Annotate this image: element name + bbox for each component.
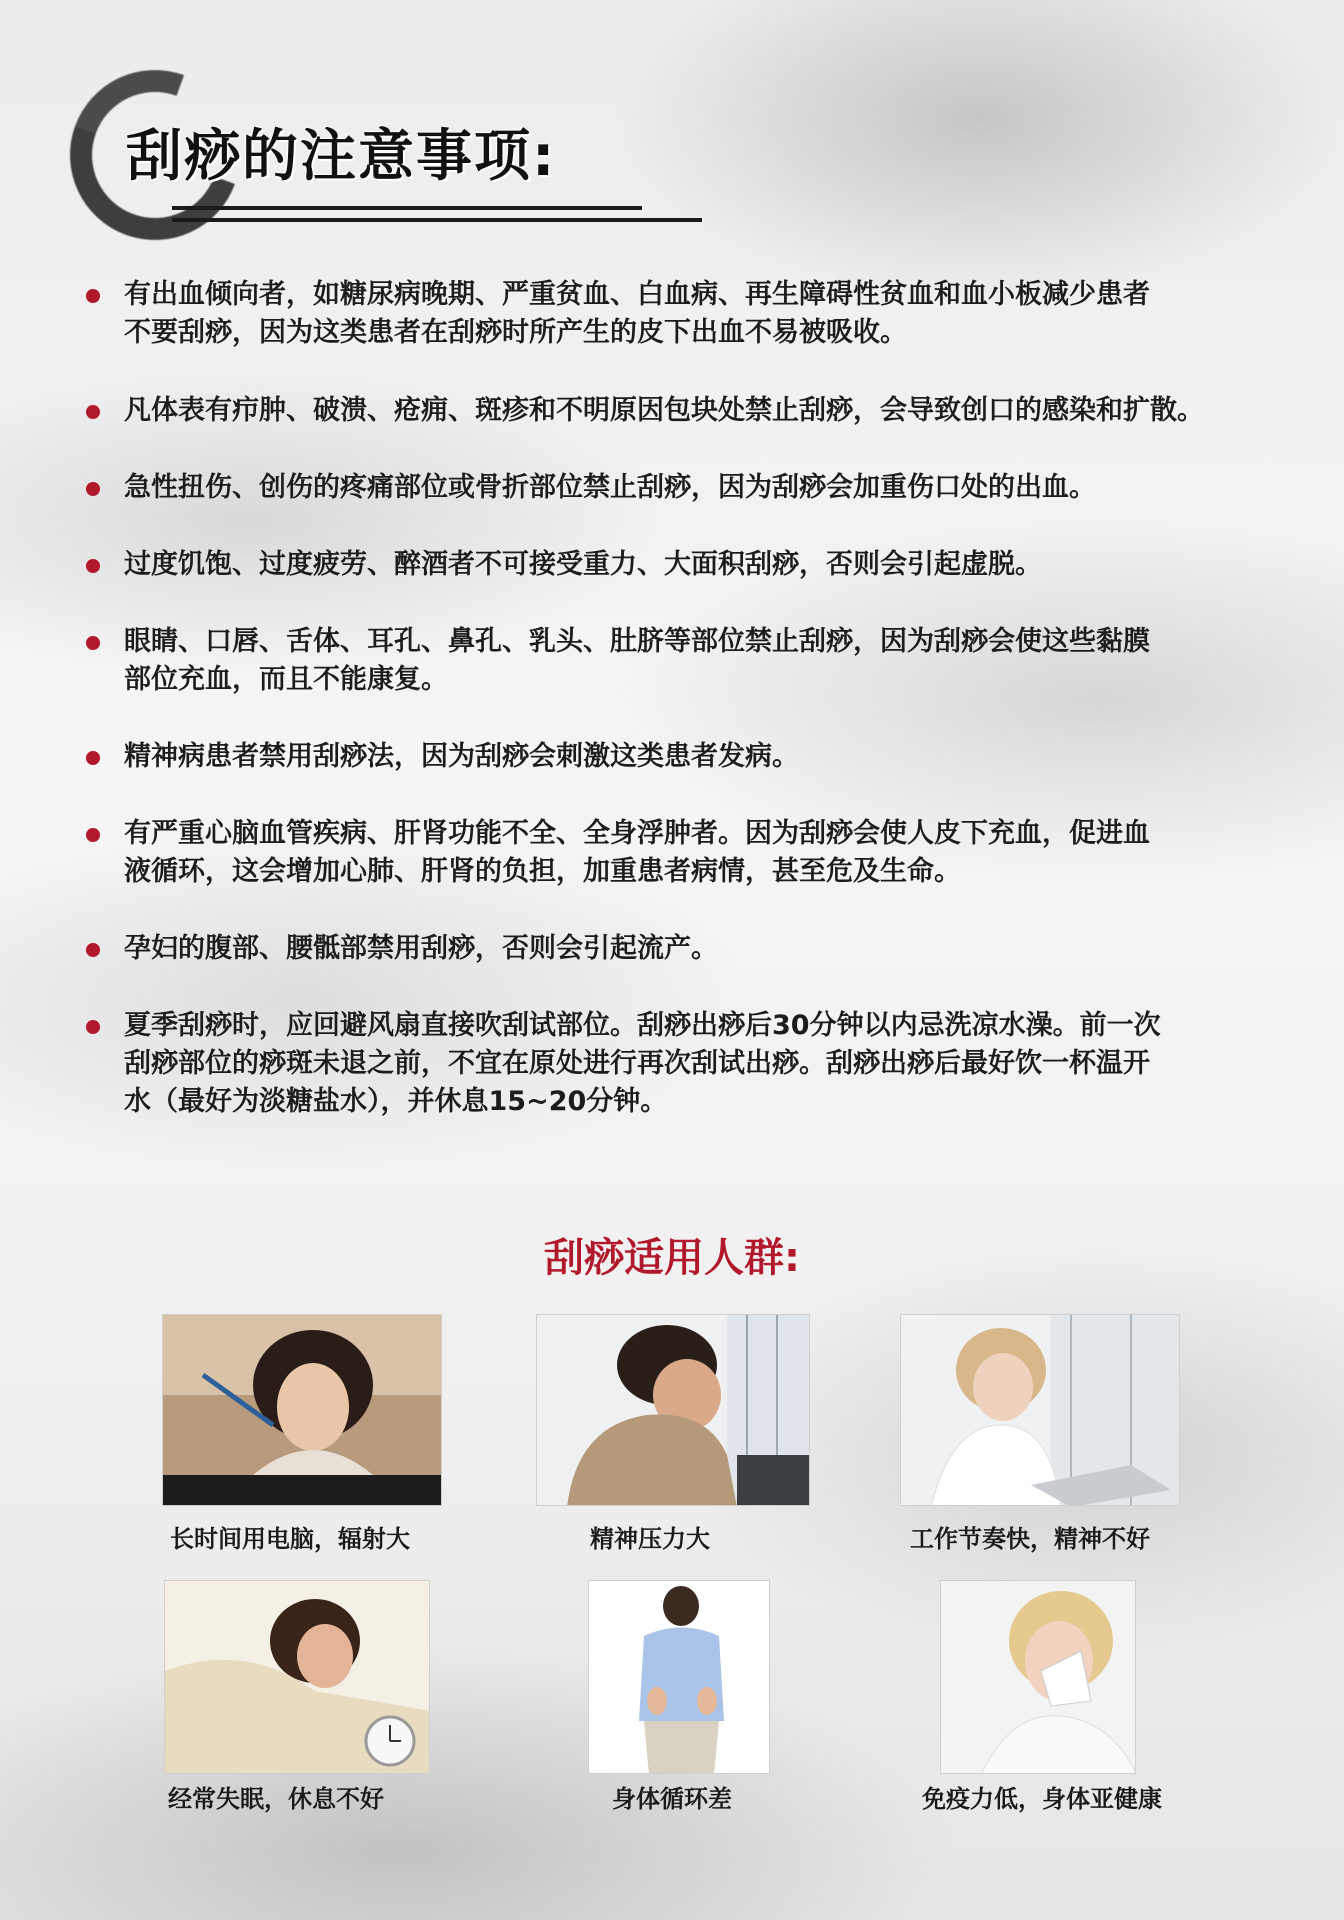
precaution-item [82,469,1302,507]
precaution-line: 夏季刮痧时，应回避风扇直接吹刮试部位。刮痧出痧后30分钟以内忌洗凉水澡。前一次 [124,1010,1161,1041]
bullet-dot-icon [86,405,100,419]
woman-at-computer-headache-photo [162,1314,442,1506]
bullet-dot-icon [86,1020,100,1034]
sleepless-woman-alarm-clock-photo [164,1580,430,1774]
stressed-woman-face-in-hands-photo [536,1314,810,1506]
suitable-groups-title: 刮痧适用人群: [544,1235,800,1281]
precaution-line: 孕妇的腹部、腰骶部禁用刮痧，否则会引起流产。 [124,933,718,964]
bullet-dot-icon [86,943,100,957]
bullet-dot-icon [86,751,100,765]
precaution-item [82,392,1302,430]
precaution-item [82,546,1302,584]
sick-woman-tissue-photo [940,1580,1136,1774]
bullet-dot-icon [86,636,100,650]
precaution-item [82,1007,1302,1121]
precaution-line: 精神病患者禁用刮痧法，因为刮痧会刺激这类患者发病。 [124,741,799,772]
group-caption: 免疫力低，身体亚健康 [922,1785,1162,1813]
precaution-line: 刮痧部位的痧斑未退之前，不宜在原处进行再次刮试出痧。刮痧出痧后最好饮一杯温开 [124,1048,1150,1079]
precaution-line: 有严重心脑血管疾病、肝肾功能不全、全身浮肿者。因为刮痧会使人皮下充血，促进血 [124,818,1150,849]
precaution-item [82,738,1302,776]
group-caption: 经常失眠，休息不好 [168,1785,384,1813]
precaution-item [82,276,1302,352]
page-header [60,60,740,240]
precaution-line: 凡体表有疖肿、破溃、疮痈、斑疹和不明原因包块处禁止刮痧，会导致创口的感染和扩散。 [124,395,1204,426]
precaution-item [82,623,1302,699]
group-caption: 身体循环差 [612,1785,732,1813]
precaution-line: 水（最好为淡糖盐水），并休息15~20分钟。 [124,1086,668,1117]
precaution-line: 不要刮痧，因为这类患者在刮痧时所产生的皮下出血不易被吸收。 [124,317,907,348]
title-underline [172,206,642,210]
bullet-dot-icon [86,289,100,303]
precaution-item [82,815,1302,891]
man-back-pain-photo [588,1580,770,1774]
precaution-line: 急性扭伤、创伤的疼痛部位或骨折部位禁止刮痧，因为刮痧会加重伤口处的出血。 [124,472,1096,503]
precaution-line: 眼睛、口唇、舌体、耳孔、鼻孔、乳头、肚脐等部位禁止刮痧，因为刮痧会使这些黏膜 [124,626,1150,657]
bullet-dot-icon [86,559,100,573]
page-title: 刮痧的注意事项: [126,124,557,189]
group-caption: 长时间用电脑，辐射大 [170,1525,410,1553]
precaution-line: 有出血倾向者，如糖尿病晚期、严重贫血、白血病、再生障碍性贫血和血小板减少患者 [124,279,1150,310]
group-caption: 工作节奏快，精神不好 [910,1525,1150,1553]
title-underline-lower [172,218,702,222]
precaution-line: 过度饥饱、过度疲劳、醉酒者不可接受重力、大面积刮痧，否则会引起虚脱。 [124,549,1042,580]
precaution-line: 部位充血，而且不能康复。 [124,664,448,695]
precaution-line: 液循环，这会增加心肺、肝肾的负担，加重患者病情，甚至危及生命。 [124,856,961,887]
group-caption: 精神压力大 [590,1525,710,1553]
tired-woman-at-laptop-photo [900,1314,1180,1506]
precautions-list [82,276,1302,1121]
bullet-dot-icon [86,482,100,496]
bullet-dot-icon [86,828,100,842]
precaution-item [82,930,1302,968]
